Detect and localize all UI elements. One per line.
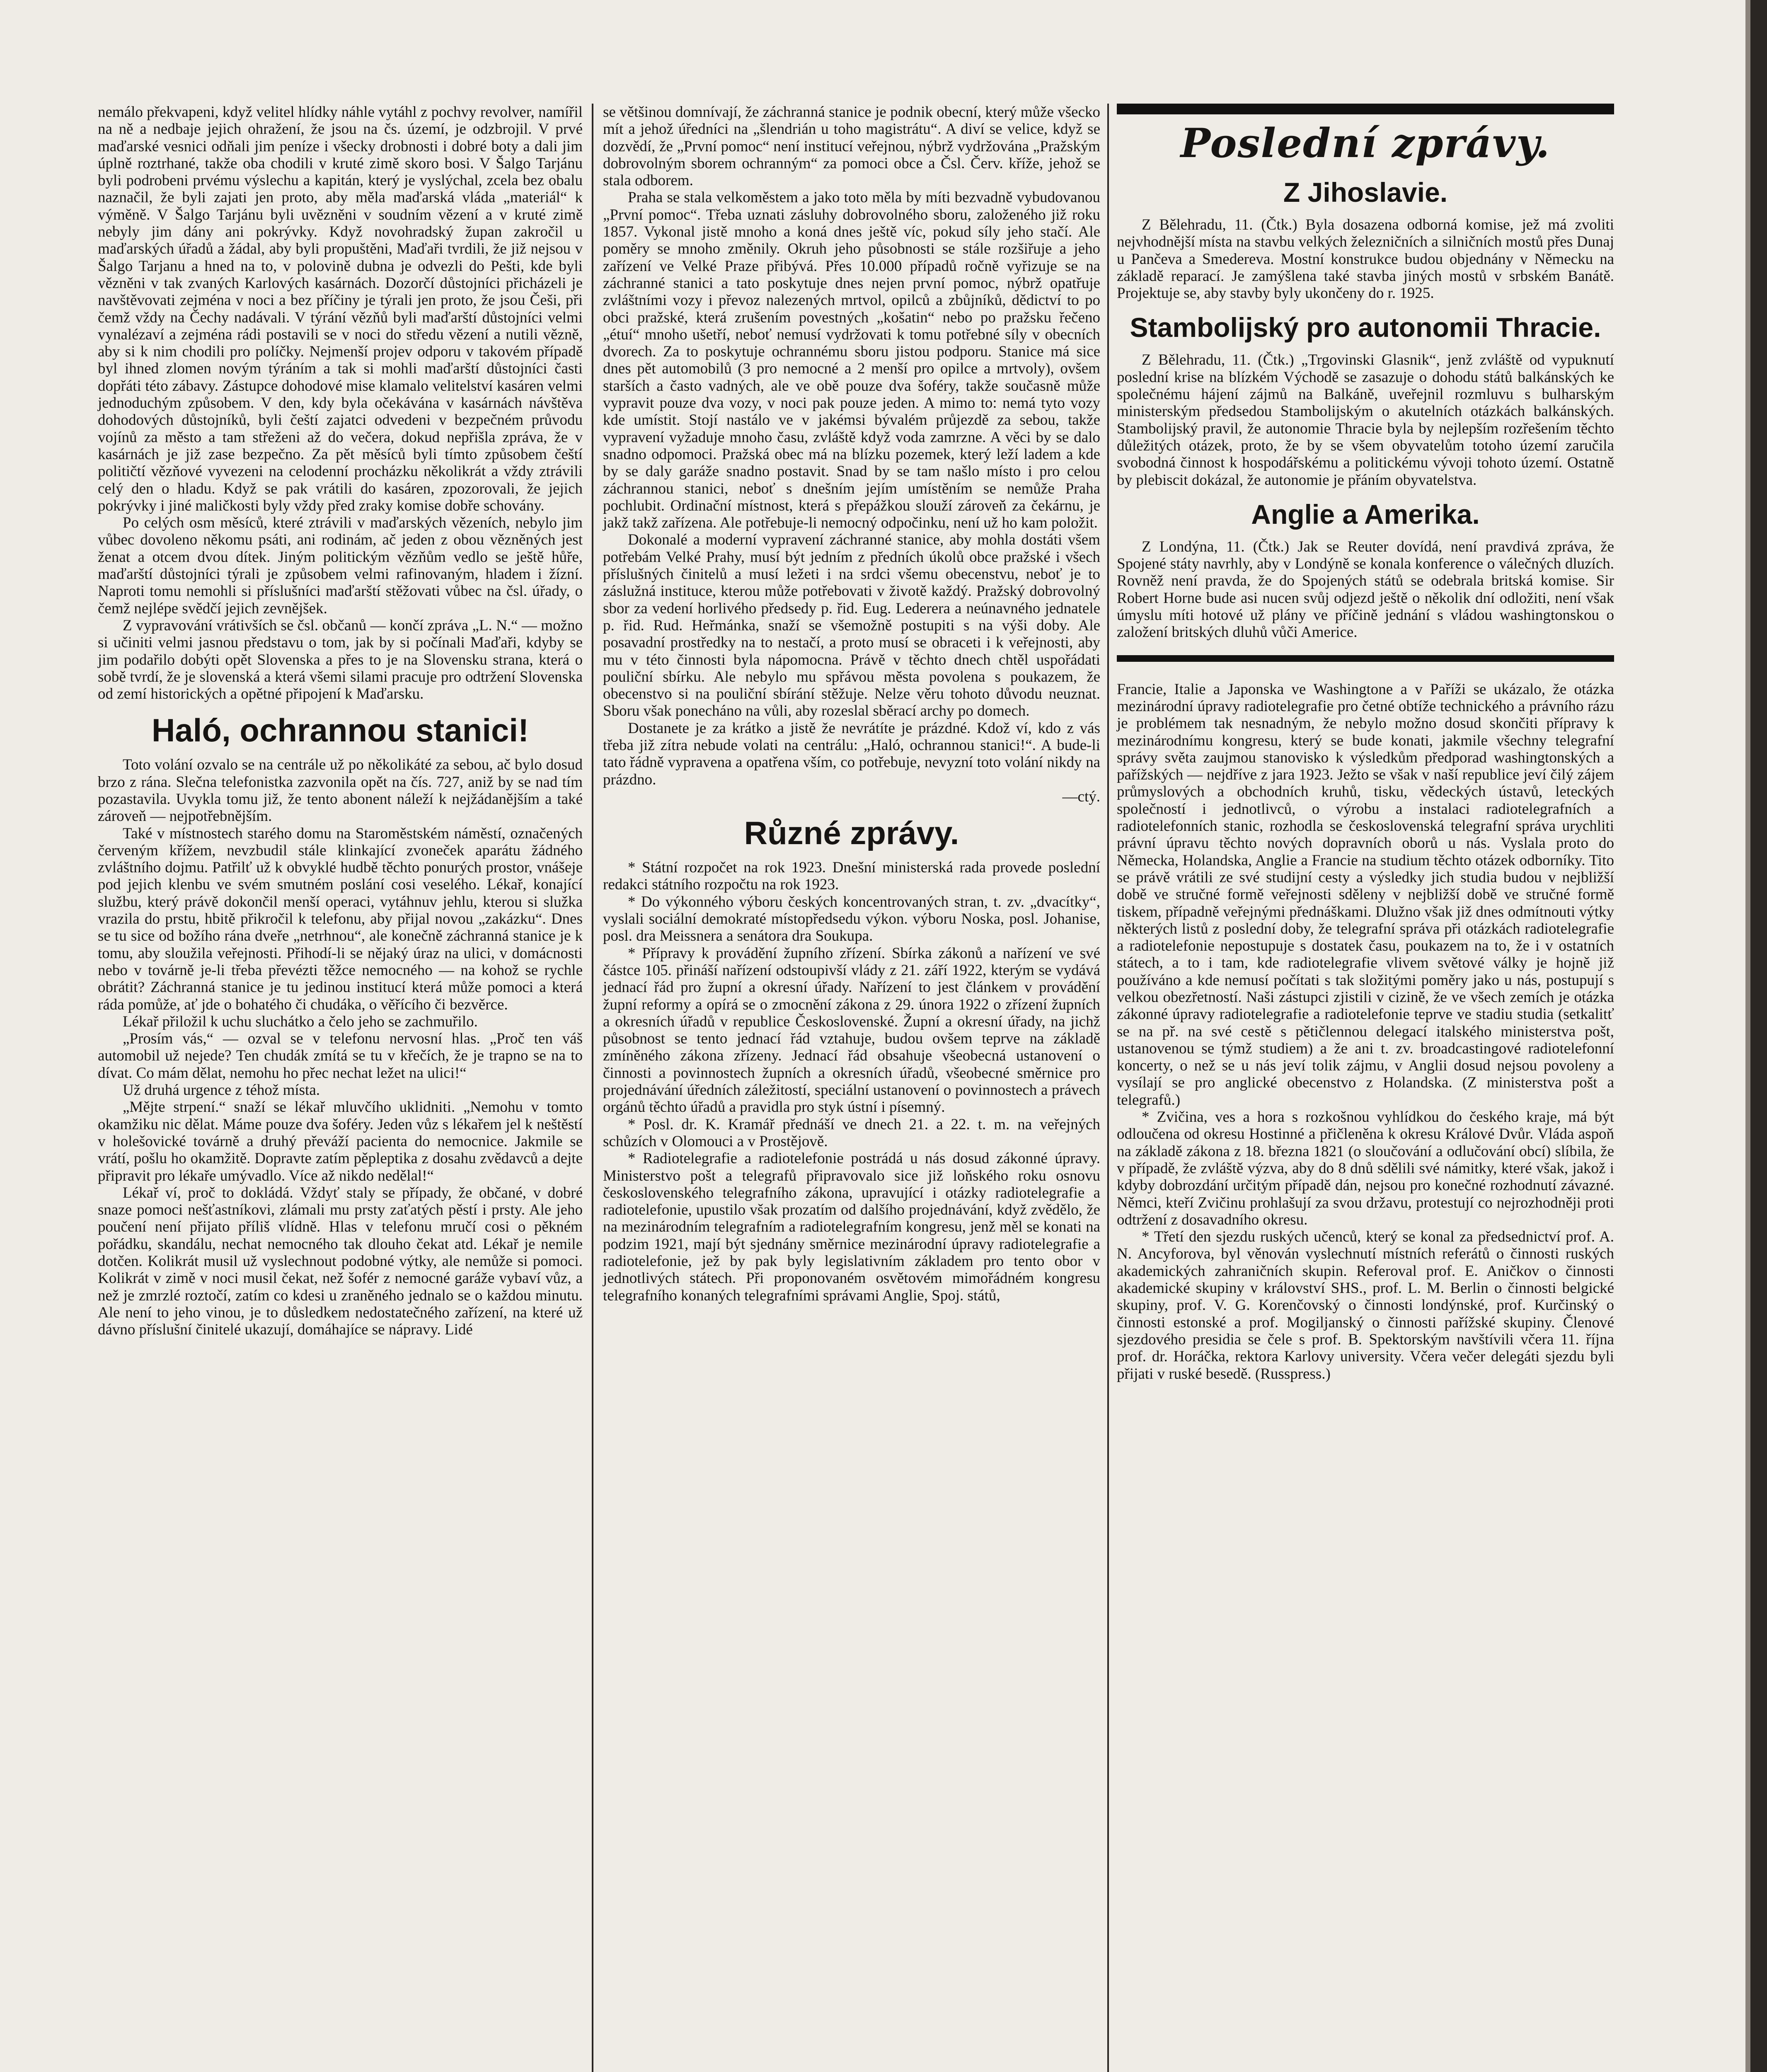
article-paragraph: Toto volání ozvalo se na centrále už po několikáté za sebou, ač bylo dosud brzo z rána. Slečna telefonistka zazvonila opět na čís. 727, aniž by se nad tím pozastavila. Uvykla tomu již, že tento abonent náleží k nejžádanějším a také zároveň — nejpotřebnějším. [98,756,583,825]
article-paragraph: se většinou domnívají, že záchranná stanice je podnik obecní, který může všecko mít a jehož úředníci na „šlendrián u toho magistrátu“. A diví se velice, když se dozvědí, že „První pomoc“ není institucí veřejnou, nýbrž vydržována „Pražským dobrovolným sborem ochranným“ za pomoci obce a Čsl. Červ. kříže, jehož se stala odborem. [603,104,1100,189]
article-paragraph: Po celých osm měsíců, které ztrávili v maďarských vězeních, nebylo jim vůbec dovoleno někomu psáti, ani rodinám, ač jeden z obou vězněných jest ženat a otcem dvou dítek. Jiným politickým vězňům vedlo se ještě hůře, maďarští důstojníci týrali je způsobem velmi rafinovaným, hladem i žízní. Naproti tomu nemohli si příslušníci maďarští stěžovati vůbec na čsl. úřady, o čemž nejlépe svědčí jejich zevnějšek. [98,514,583,617]
column-left [98,104,583,1338]
article-heading: Stambolijský pro autonomii Thracie. [1130,312,1601,343]
page-edge-shadow [1745,0,1750,2072]
news-item: * Do výkonného výboru českých koncentrovaných stran, t. zv. „dvacítky“, vyslali sociální demokraté místopředsedu výkon. výboru Noska, posl. Johanise, posl. dra Meissnera a senátora dra Soukupa. [603,893,1100,945]
column-rule-1 [592,104,593,2072]
section-heading: Různé zprávy. [744,815,959,852]
news-item: * Radiotelegrafie a radiotelefonie postrádá u nás dosud zákonné úpravy. Ministerstvo pošt a telegrafů připravovalo sice již loňského roku osnovu československého telegrafního zákona, upravující i otázky radiotelegrafie a radiotelefonie, upustilo však prozatím od dalšího projednávání, když zvědělo, že na mezinárodním telegrafním a radiotelegrafním kongresu, jenž měl se konati na podzim 1921, mají být sjednány směrnice mezinárodní úpravy radiotelegrafie a radiotelefonie, jež by pak byly legislativním základem pro tento obor v jednotlivých státech. Při proponovaném osvětovém mimořádném kongresu telegrafního konaných telegrafními správami Anglie, Spoj. států, [603,1150,1100,1304]
news-item: * Přípravy k provádění župního zřízení. Sbírka zákonů a nařízení ve své částce 105. přináší nařízení odstoupivší vlády z 21. září 1922, kterým se vydává jednací řád pro župní a okresní úřady. Nařízení to jest článkem v provádění župní reformy a opírá se o zmocnění zákona z 29. února 1922 o zřízení župních a okresních úřadů v republice Československé. Župní a okresní úřady, na jichž působnost se tento jednací řád vztahuje, budou ovšem teprve na základě zmíněného zákona zřízeny. Jednací řád obsahuje všeobecná ustanovení o činnosti a povinnostech župních a okresních úřadů, všeobecné směrnice pro projednávání úředních záležitostí, speciální ustanovení o povinnostech a právech orgánů těchto úřadů a pravidla pro styk ústní i písemný. [603,944,1100,1116]
news-item: * Posl. dr. K. Kramář přednáší ve dnech 21. a 22. t. m. na veřejných schůzích v Olomouci a v Prostějově. [603,1116,1100,1150]
article-paragraph: Lékař ví, proč to dokládá. Vždyť staly se případy, že občané, v dobré snaze pomoci nešťastníkovi, zlámali mu prsty zaťatých pěstí i prsty. Ale jeho poučení není přijato příliš vlídně. Hlas v telefonu mručí cosi o pěkném pořádku, skandálu, nechat nemocného tak dlouho čekat atd. Lékař je nemile dotčen. Kolikrát musil už vyslechnout podobné výtky, ale nemůže si pomoci. Kolikrát v zimě v noci musil čekat, než šofér z nemocné garáže vybaví vůz, a než je zmrzlé roztočí, zatím co kdesi u zraněného jednalo se o každou minutu. Ale není to jeho vinou, je to důsledkem nedostatečného zařízení, na které už dávno příslušní činitelé ukazují, domáhajíce se nápravy. Lidé [98,1184,583,1339]
article-paragraph: Z Bělehradu, 11. (Čtk.) Byla dosazena odborná komise, jež má zvoliti nejvhodnější místa na stavbu velkých železničních a silničních mostů přes Dunaj u Pančeva a Smedereva. Mostní konstrukce budou objednány v Německu na základě reparací. Je zamýšlena také stavba jiných mostů v srbském Banátě. Projektuje se, aby stavby byly ukončeny do r. 1925. [1117,216,1614,302]
article-paragraph: Praha se stala velkoměstem a jako toto měla by míti bezvadně vybudovanou „První pomoc“. Třeba uznati zásluhy dobrovolného sboru, založeného již roku 1857. Vykonal jistě mnoho a koná dnes ještě víc, pokud síly jeho stačí. Ale poměry se mnoho změnily. Okruh jeho působnosti se stále rozšiřuje a jeho zařízení ve Velké Praze přibývá. Přes 10.000 případů ročně vyřizuje se na záchranné stanici a tato poskytuje dnes nejen první pomoc, nýbrž opatřuje zvláštními vozy i převoz nalezených mrtvol, opilců a zbůjníků, dědictví to po obci pražské, která zrušením povestných „košatin“ nebo po pražsku řečeno „étuí“ mnoho ušetří, neboť nemusí vydržovati k tomu potřebné síly v obecních dvorech. Za to poskytuje ochrannému sboru jistou podporu. Stanice má sice dnes pět automobilů (3 pro nemocné a 2 menší pro opilce a mrtvoly), ovšem starších a často vadných, ale ve obě pouze dva šoféry, takže současně může vypravit pouze dva vozy, v noci pak pouze jeden. A mimo to: nemá tyto vozy kde umístit. Stojí nastálo ve v jakémsi bývalém průjezdě za sebou, takže vypravení vyžaduje mnoho času, zvláště když voda zamrzne. A věci by se dalo snadno odpomoci. Pražská obec má na blízku pozemek, který leží ladem a kde by se daly garáže snadno postavit. Snad by se tam našlo místo i pro celou záchrannou stanici, neboť s dnešním jejím umístěním se nemůže Praha pochlubit. Ordinační místnost, která s přepážkou slouží zároveň za čekárnu, je jakž takž zařízena. Ale potřebuje-li nemocný odpočinku, není už ho kam položit. [603,189,1100,532]
article-paragraph: Také v místnostech starého domu na Staroměstském náměstí, označených červeným křížem, nevzbudil stále klinkající zvoneček aparátu žádného zvláštního dojmu. Patřilť už k obvyklé hudbě těchto ponurých prostor, vnášeje pod jejich klenbu ve svém smutném poslání cosi veselého. Lékař, konající službu, který právě dokončil menší operaci, vytáhnuv jehlu, kterou si služka vrazila do prstu, hbitě přikročil k telefonu, aby přijal novou „zakázku“. Dnes se tu sice od božího rána dveře „netrhnou“, ale konečně záchranná stanice je k tomu, aby sloužila veřejnosti. Přihodí-li se nějaký úraz na ulici, v domácnosti nebo v továrně je-li třeba převézti těžce nemocného — na kohož se rychle obrátit? Záchranná stanice je tu jedinou institucí která může pomoci a která ráda pomůže, ať jde o bohatého či chudáka, o věřícího či bezvěrce. [98,825,583,1013]
news-item: * Zvičina, ves a hora s rozkošnou vyhlídkou do českého kraje, má být odloučena od okresu Hostinné a přičleněna k okresu Králové Dvůr. Vláda aspoň na základě zákona z 18. března 1821 (o sloučování a odlučování obcí) slíbila, že v případě, že zvláště výzva, aby do 8 dnů sdělili své námitky, které však, jakož i kdyby dobrozdání určitým případě dán, nejsou pro konečné rozhodnutí závazné. Němci, kteří Zvičinu prohlašují za svou državu, protestují co nejrozhodněji proti odtržení z dosavadního okresu. [1117,1109,1614,1228]
article-paragraph: Lékař přiložil k uchu sluchátko a čelo jeho se zachmuřilo. [123,1013,478,1030]
masthead-rule [1117,104,1614,114]
column-middle [603,104,1100,1304]
article-signature: —ctý. [1062,788,1100,805]
article-heading: Z Jihoslavie. [1283,177,1448,208]
article-paragraph: Dostanete je za krátko a jistě že nevrátíte je prázdné. Kdož ví, kdo z vás třeba již zítra nebude volati na centrálu: „Haló, ochrannou stanici!“. A bude-li tato řádně vypravena a opatřena vším, co potřebuje, nevyzní toto volání nikdy na prázdno. [603,719,1100,788]
article-paragraph: Dokonalé a moderní vypravení záchranné stanice, aby mohla dostáti všem potřebám Velké Prahy, musí být jedním z předních úkolů obce pražské i všech příslušných činitelů a musí ležeti i na srdci všemu obecenstvu, neboť je to záslužná instituce, kterou může potřebovati v životě každý. Pražský dobrovolný sbor za vedení horlivého předsedy p. řid. Eug. Lederera a neúnavného jednatele p. řid. Rud. Heřmánka, snaží se všemožně postupiti s na výši doby. Ale posavadní prostředky na to nestačí, a proto musí se obraceti i k veřejnosti, aby mu v této činnosti byla nápomocna. Právě v těchto dnech chtěl uspořádati pouliční sbírku. Ale nebylo mu spřávou města povolena s poukazem, že obecenstvo si na pouliční sbírání stěžuje. Nelze věru tohoto důvodu neuznat. Sboru však ponecháno na vůli, aby rozeslal sběrací archy po domech. [603,531,1100,720]
article-paragraph: Z Londýna, 11. (Čtk.) Jak se Reuter dovídá, není pravdivá zpráva, že Spojené státy navrhly, aby v Londýně se konala konference o válečných dluzích. Rovněž není pravda, že do Spojených států se odebrala britská komise. Sir Robert Horne bude asi nucen svůj odjezd ještě o několik dní odložiti, není však úmyslu míti hotové už plány ve příčině jednání s vládou washingtonskou o založení britských dluhů vůči Americe. [1117,538,1614,641]
section-divider [1117,655,1614,662]
section-masthead: Poslední zprávy. [1180,120,1551,167]
article-heading: Anglie a Amerika. [1251,499,1480,530]
article-heading: Haló, ochrannou stanici! [151,712,529,749]
news-item: * Třetí den sjezdu ruských učenců, který se konal za předsednictví prof. A. N. Ancyforova, byl věnován vyslechnutí místních referátů o činnosti ruských akademických zahraničních skupin. Referoval prof. E. Aničkov o činnosti akademické skupiny v království SHS., prof. L. M. Berlin o činnosti belgické skupiny, prof. V. G. Korenčovský o činnosti londýnské, prof. Kurčinský o činnosti estonské a prof. Mogiljanský o činnosti pařížské skupiny. Členové sjezdového presidia se čele s prof. B. Spektorským navštívili včera 11. října prof. dr. Horáčka, rektora Karlovy university. Včera večer delegáti sjezdu byli přijati v ruské besedě. (Russpress.) [1117,1228,1614,1382]
news-item: * Státní rozpočet na rok 1923. Dnešní ministerská rada provede poslední redakci státního rozpočtu na rok 1923. [603,859,1100,893]
article-paragraph: Z vypravování vrátivších se čsl. občanů — končí zpráva „L. N.“ — možno si učiniti velmi jasnou představu o tom, jak by si počínali Maďaři, kdyby se jim podařilo dobýti opět Slovenska a přes to je na Slovensku strana, která o sobě tvrdí, že je slovenská a která všemi silami pracuje pro odtržení Slovenska od zemí historických a opětné připojení k Maďarsku. [98,617,583,703]
column-right [1117,104,1614,1382]
column-rule-2 [1107,104,1109,2072]
article-paragraph: „Mějte strpení.“ snaží se lékař mluvčího uklidniti. „Nemohu v tomto okamžiku nic dělat. Máme pouze dva šoféry. Jeden vůz s lékařem jel k neštěstí v holešovické továrně a druhý převáží pacienta do nemocnice. Jakmile se vrátí, pošlu ho okamžitě. Dopravte zatím pěpleptika z dosahu zvědavců a dejte připravit pro lékaře umývadlo. Více až nikdo nedělal!“ [98,1099,583,1184]
article-paragraph: Už druhá urgence z téhož místa. [123,1082,320,1099]
article-paragraph: „Prosím vás,“ — ozval se v telefonu nervosní hlas. „Proč ten váš automobil už nejede? Ten chudák zmítá se tu v křečích, že je trapno se na to dívat. Co mám dělat, nemohu ho přec nechat ležet na ulici!“ [98,1030,583,1082]
article-paragraph: Z Bělehradu, 11. (Čtk.) „Trgovinski Glasnik“, jenž zvláště od vypuknutí poslední krise na blízkém Východě se zasazuje o dohodu států balkánských ke společnému hájení zájmů na Balkáně, uveřejnil rozmluvu s bulharským ministerským předsedou Stambolijským o akutelních otázkách balkánských. Stambolijský pravil, že autonomie Thracie byla by nejlepším rozřešením těchto důležitých otázek, proto, že by se všem obyvatelům totoho území zaručila svobodná činnost k hospodářskému a politickému vývoji tohoto území. Ostatně by plebiscit dokázal, že autonomie je přáním obyvatelstva. [1117,351,1614,489]
article-paragraph: nemálo překvapeni, když velitel hlídky náhle vytáhl z pochvy revolver, namířil na ně a nedbaje jejich ohražení, že jsou na čs. území, je odzbrojil. V prvé maďarské vesnici odňali jim peníze i všecky drobnosti i dobré boty a dali jim úplně roztrhané, takže oba chodili v kruté zimě skoro bosi. V Šalgo Tarjánu byli podrobeni prvému výslechu a kapitán, který je vyslýchal, zcela bez obalu naznačil, že byli zajati jen proto, aby měla maďarská vláda „materiál“ k výměně. V Šalgo Tarjánu byli uvězněni v soudním vězení a v kruté zimě nebyly jim dány ani pokrývky. Když novohradský župan zakročil u maďarských úřadů a žádal, aby byli propuštěni, Maďaři tvrdili, že již nejsou v Šalgo Tarjanu a hned na to, v polovině dubna je odvezli do Pešti, kde byli vězněni v tak zvaných Karlových kasárnách. Dozorčí důstojníci přicházeli je navštěvovati zejména v noci a bez příčiny je týrali jen proto, že jsou Češi, při čemž vždy na Čechy nadávali. V týrání vězňů byli maďarští důstojníci velmi vynalézaví a zejména rádi postavili se v noci do středu vězení a nutili vězně, aby si k nim chodili pro políčky. Nejmenší projev odporu v takovém případě byl ihned zlomen novým týráním a tak si mohli maďarští důstojníci časti dopřáti této zábavy. Zástupce dohodové mise klamalo velitelství kasáren velmi jednoduchým způsobem. V den, kdy byla očekávána v kasárnách návštěva dohodových důstojníků, byli čeští zajatci odvedeni v bezpečném průvodu vojínů za město a tam střeženi až do večera, dokud nepřišla zpráva, že v kasárnách je již zase bezpečno. Za pět měsíců byli tímto způsobem čeští političtí vězňové vyvezeni na celodenní procházku několikrát a vždy ztrávili celý den o hladu. Když se pak vrátili do kasáren, zpozorovali, že jejich pokrývky i jiné maličkosti byly vždy před zraky komise dobře schovány. [98,104,583,514]
article-paragraph: Francie, Italie a Japonska ve Washingtone a v Paříži se ukázalo, že otázka mezinárodní úpravy radiotelegrafie pro četné obtíže technického a právního rázu je problémem tak nesnadným, že nebylo možno dosud skončiti přípravy k mezinárodnímu kongresu, který se bude konati, jakmile všechny telegrafní správy světa zaujmou stanovisko k výsledkům předporad washingtonských a pařížských — nejdříve z jara 1923. Ježto se však v naší republice jeví čilý zájem průmyslových a obchodních kruhů, tisku, vědeckých ústavů, leteckých společností i jednotlivců, o výrobu a instalaci radiotelegrafních a radiotelefonních stanic, rozhodla se československá telegrafní správa urychliti právní úpravu těchto nových dopravních oborů u nás. Vyslala proto do Německa, Holandska, Anglie a Francie na studium těchto otázek odborníky. Tito se právě vrátili ze své studijní cesty a výsledky jich studia budou v nejbližší době ve stručné formě veřejnosti sděleny v nejbližší době ve stručné formě tiskem, případně veřejnými přednáškami. Dlužno však již dnes odmítnouti výtky některých listů z poslední doby, že telegrafní správa při otázkách radiotelegrafie a radiotelefonie nepostupuje s dostatek času, poukazem na to, že i v ostatních státech, a to i tam, kde radiotelegrafie vlivem světové války je hojně již používáno a kde nemusí počítati s tak složitými poměry jako u nás, postupují s velkou obezřetností. Naši zástupci zjistili v cizině, že ve všech zemích je otázka zákonné úpravy radiotelegrafie a radiotelefonie teprve ve stadiu studia (setkalitť se na př. na své cestě s pětičlennou delegací italského ministerstva pošt, ustanovenou se týmž studiem) a že ani t. zv. broadcastingové radiotelefonní koncerty, o než se u nás jeví tolik zájmu, v Anglii dosud nejsou povoleny a vysílají se pro anglické obecenstvo z Holandska. (Z ministerstva pošt a telegrafů.) [1117,680,1614,1109]
page-edge [1750,0,1767,2072]
